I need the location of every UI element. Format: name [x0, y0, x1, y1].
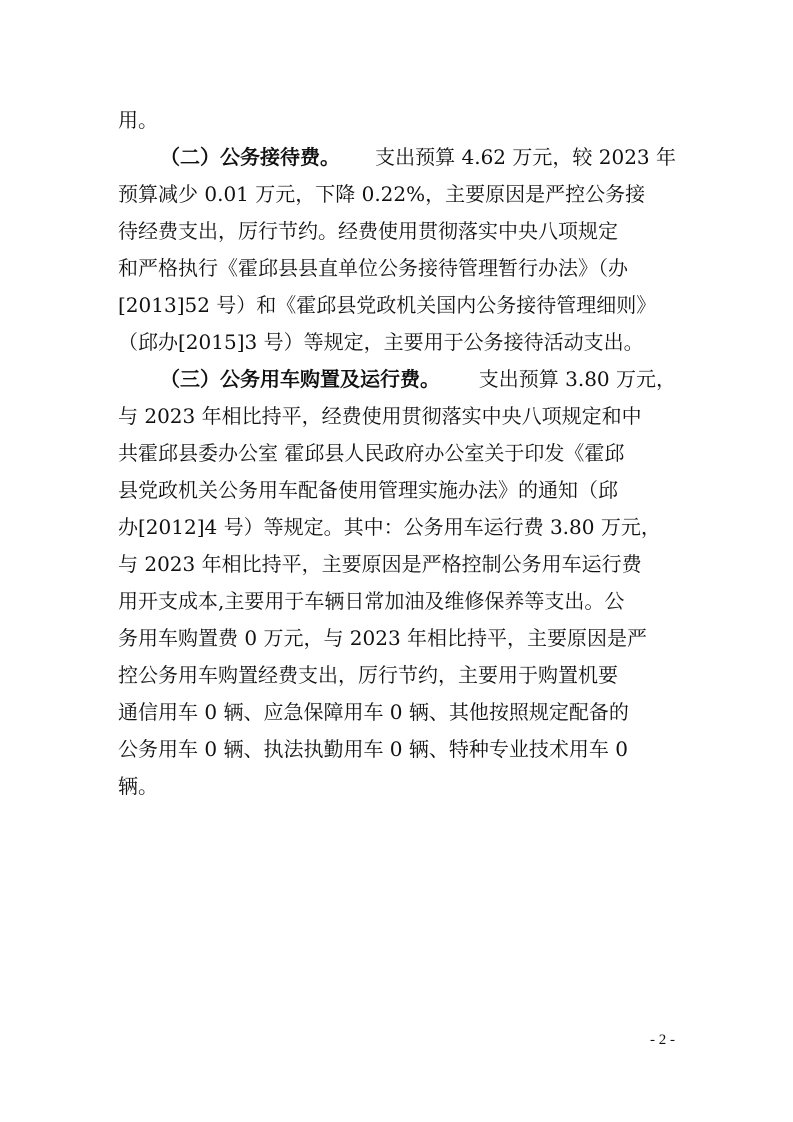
paragraph-line [118, 620, 676, 657]
paragraph-line [118, 435, 676, 472]
line-text: 和严格执行《霍邱县县直单位公务接待管理暂行办法》（办 [118, 256, 628, 280]
line-text: 控公务用车购置经费支出，厉行节约，主要用于购置机要 [118, 663, 618, 687]
paragraph-line [118, 657, 676, 694]
section-heading-reception [118, 139, 676, 176]
line-text: 用。 [118, 108, 158, 132]
line-text: 务用车购置费 0 万元，与 2023 年相比持平，主要原因是严 [118, 626, 648, 650]
paragraph-line [118, 250, 676, 287]
paragraph-line [118, 509, 676, 546]
paragraph-line [118, 472, 676, 509]
paragraph-line [118, 768, 676, 805]
line-text: 支出预算 3.80 万元， [478, 367, 676, 391]
paragraph-line [118, 731, 676, 768]
line-text: 通信用车 0 辆、应急保障用车 0 辆、其他按照规定配备的 [118, 700, 629, 724]
paragraph-line [118, 287, 676, 324]
line-text: 待经费支出，厉行节约。经费使用贯彻落实中央八项规定 [118, 219, 618, 243]
line-text: 与 2023 年相比持平，经费使用贯彻落实中央八项规定和中 [118, 404, 642, 428]
paragraph-line [118, 176, 676, 213]
line-text: 与 2023 年相比持平，主要原因是严格控制公务用车运行费 [118, 552, 642, 576]
line-text: 支出预算 4.62 万元，较 2023 年 [375, 145, 676, 169]
paragraph-line [118, 102, 676, 139]
paragraph-line [118, 213, 676, 250]
paragraph-line [118, 583, 676, 620]
line-text: 共霍邱县委办公室 霍邱县人民政府办公室关于印发《霍邱 [118, 441, 625, 465]
line-text: [2013]52 号）和《霍邱县党政机关国内公务接待管理细则》 [118, 293, 657, 317]
line-text: 公务用车 0 辆、执法执勤用车 0 辆、特种专业技术用车 0 [118, 737, 628, 761]
line-text: 预算减少 0.01 万元，下降 0.22%，主要原因是严控公务接 [118, 182, 646, 206]
paragraph-line [118, 324, 676, 361]
line-text: （邱办[2015]3 号）等规定，主要用于公务接待活动支出。 [118, 330, 644, 354]
line-text: 县党政机关公务用车配备使用管理实施办法》的通知（邱 [118, 478, 618, 502]
document-body [118, 102, 676, 805]
line-text: 办[2012]4 号）等规定。其中：公务用车运行费 3.80 万元， [118, 515, 661, 539]
heading-reception-fees: （二）公务接待费。 [160, 145, 340, 169]
line-text: 辆。 [118, 774, 158, 798]
paragraph-line [118, 398, 676, 435]
paragraph-line [118, 694, 676, 731]
heading-vehicle-fees: （三）公务用车购置及运行费。 [160, 367, 440, 391]
paragraph-line [118, 546, 676, 583]
page-number: - 2 - [650, 1032, 675, 1048]
line-text: 用开支成本,主要用于车辆日常加油及维修保养等支出。公 [118, 589, 625, 613]
section-heading-vehicles [118, 361, 676, 398]
